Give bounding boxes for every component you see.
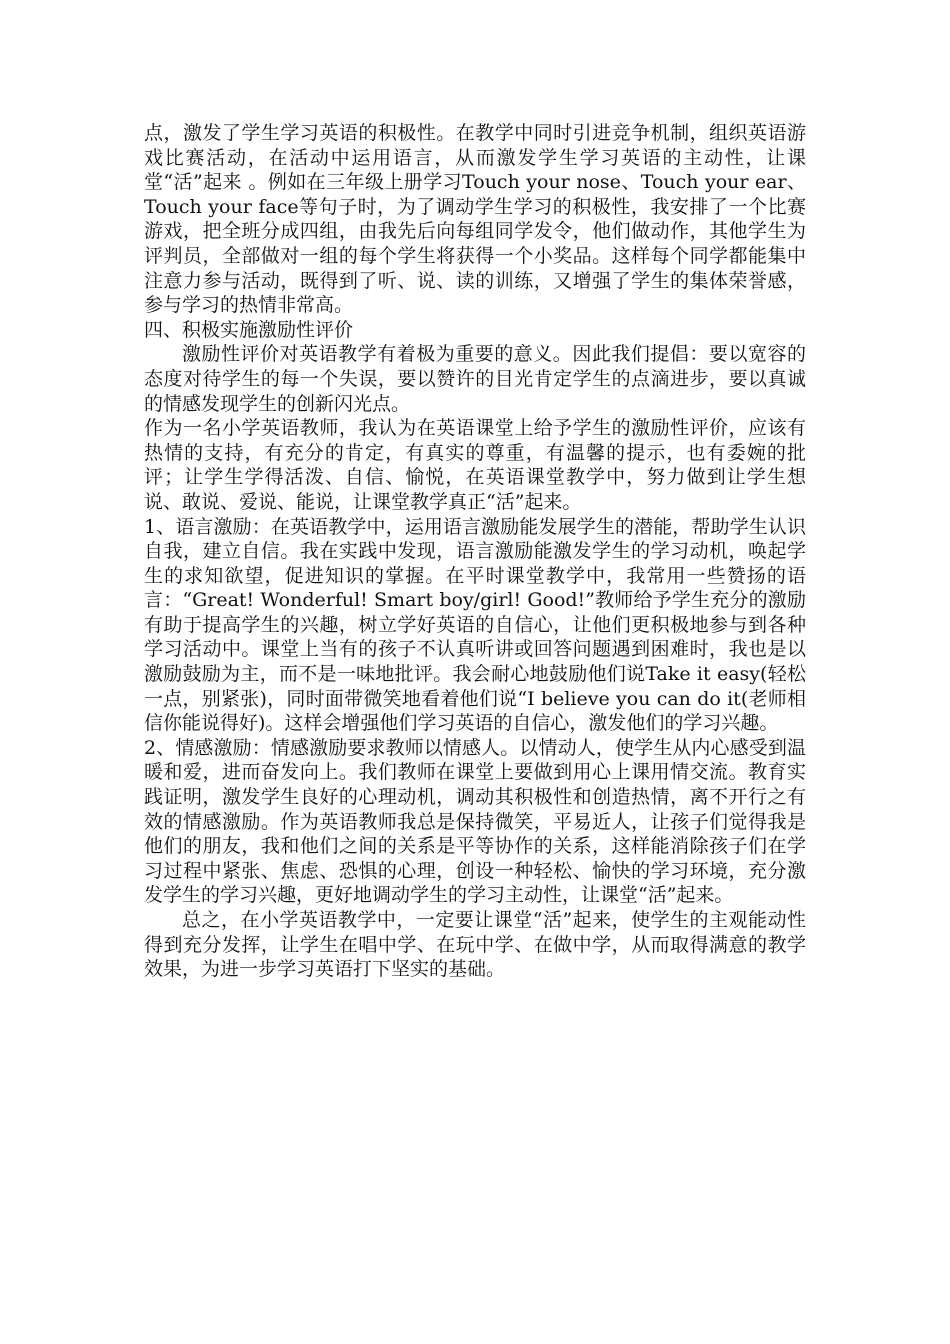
paragraph-language-incentive: 1、语言激励：在英语教学中，运用语言激励能发展学生的潜能，帮助学生认识自我，建立自信。我在实践中发现，语言激励能激发学生的学习动机，唤起学生的求知欲望，促进知识的掌握。在平时课堂教学中，我常用一些赞扬的语言：“Great! Wonderful! Smart boy/girl! Good!”教师给予学生充分的激励有助于提高学生的兴趣，树立学好英语的自信心，让他们更积极地参与到各种学习活动中。课堂上当有的孩子不认真听讲或回答问题遇到困难时，我也是以激励鼓励为主，而不是一味地批评。我会耐心地鼓励他们说Take it easy(轻松一点，别紧张)，同时面带微笑地看着他们说“I believe you can do it(老师相信你能说得好)。这样会增强他们学习英语的自信心，激发他们的学习兴趣。 (144, 515, 806, 735)
paragraph-emotional-incentive: 2、情感激励：情感激励要求教师以情感人。以情动人，使学生从内心感受到温暖和爱，进而奋发向上。我们教师在课堂上要做到用心上课用情交流。教育实践证明，激发学生良好的心理动机，调动其积极性和创造热情，离不开行之有效的情感激励。作为英语教师我总是保持微笑，平易近人，让孩子们觉得我是他们的朋友，我和他们之间的关系是平等协作的关系，这样能消除孩子们在学习过程中紧张、焦虑、恐惧的心理，创设一种轻松、愉快的学习环境，充分激发学生的学习兴趣，更好地调动学生的学习主动性，让课堂“活”起来。 (144, 736, 806, 907)
paragraph-conclusion: 总之，在小学英语教学中，一定要让课堂“活”起来，使学生的主观能动性得到充分发挥，让学生在唱中学、在玩中学、在做中学，从而取得满意的教学效果，为进一步学习英语打下坚实的基础。 (144, 909, 806, 981)
paragraph-intro-continuation: 点，激发了学生学习英语的积极性。在教学中同时引进竞争机制，组织英语游戏比赛活动，在活动中运用语言，从而激发学生学习英语的主动性，让课堂“活”起来 。例如在三年级上册学习Touch your nose、Touch your ear、Touch your face等句子时，为了调动学生学习的积极性，我安排了一个比赛游戏，把全班分成四组，由我先后向每组同学发令，他们做动作，其他学生为评判员，全部做对一组的每个学生将获得一个小奖品。这样每个同学都能集中注意力参与活动，既得到了听、说、读的训练，又增强了学生的集体荣誉感，参与学习的热情非常高。 (144, 122, 806, 317)
paragraph-teacher-role: 作为一名小学英语教师，我认为在英语课堂上给予学生的激励性评价，应该有热情的支持，有充分的肯定，有真实的尊重，有温馨的提示，也有委婉的批评；让学生学得活泼、自信、愉悦，在英语课堂教学中，努力做到让学生想说、敢说、爱说、能说，让课堂教学真正“活”起来。 (144, 417, 806, 513)
paragraph-incentive-evaluation: 激励性评价对英语教学有着极为重要的意义。因此我们提倡：要以宽容的态度对待学生的每一个失误，要以赞许的目光肯定学生的点滴进步，要以真诚的情感发现学生的创新闪光点。 (144, 343, 806, 415)
section-heading-4: 四、积极实施激励性评价 (144, 318, 354, 341)
document-body (144, 121, 806, 982)
